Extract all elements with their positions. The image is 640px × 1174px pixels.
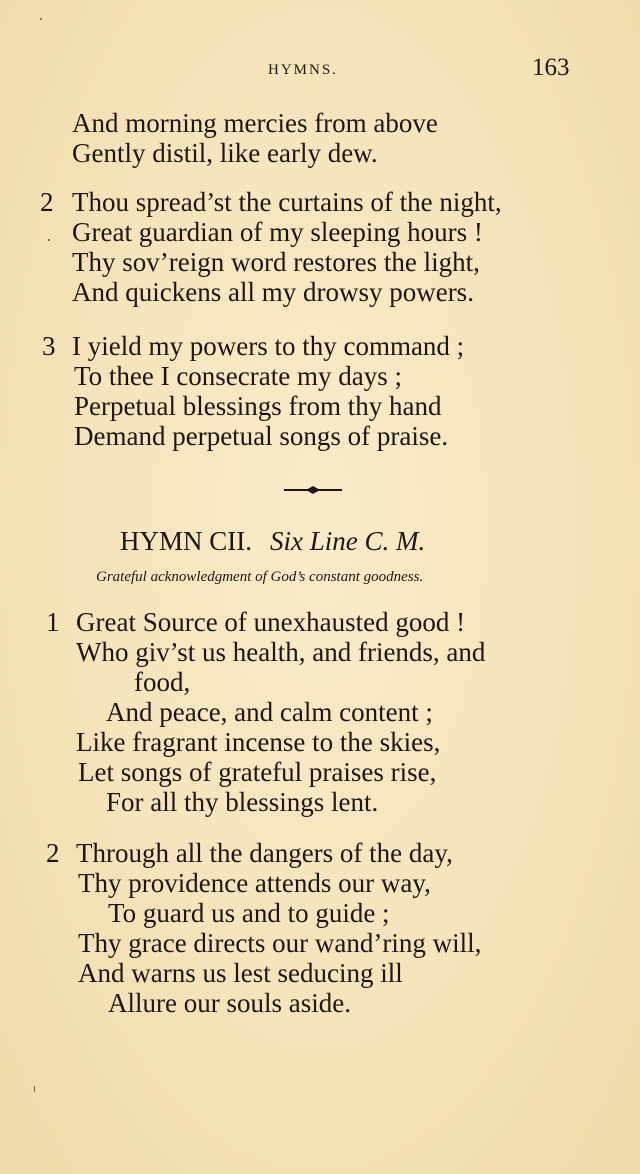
verse-line: And warns us lest seducing ill: [78, 958, 403, 988]
hymn-title: [120, 526, 425, 557]
verse-line: Like fragrant incense to the skies,: [76, 727, 441, 757]
stanza-number: 1: [46, 607, 60, 637]
verse-line: food,: [134, 667, 191, 697]
hymn-subtitle: Grateful acknowledgment of God’s constant goodness.: [96, 569, 424, 585]
verse-line: Through all the dangers of the day,: [76, 838, 453, 868]
hymn-meter: Six Line C. M.: [270, 526, 426, 556]
stanza-number: 3: [42, 331, 56, 361]
verse-line: I yield my powers to thy command ;: [72, 331, 465, 361]
ornament-divider-icon: [282, 480, 344, 500]
hymn-number: HYMN CII.: [120, 526, 252, 556]
verse-line: To thee I consecrate my days ;: [74, 361, 402, 391]
verse-line: Thy providence attends our way,: [78, 868, 431, 898]
verse-line: And quickens all my drowsy powers.: [72, 277, 474, 307]
verse-line: Great Source of unexhausted good !: [76, 607, 466, 637]
verse-line: Let songs of grateful praises rise,: [78, 757, 437, 787]
print-speck: [40, 18, 42, 20]
verse-line: Allure our souls aside.: [108, 988, 351, 1018]
verse-line: Great guardian of my sleeping hours !: [72, 217, 483, 247]
verse-line: Thy sov’reign word restores the light,: [72, 247, 480, 277]
verse-line: And morning mercies from above: [72, 108, 438, 138]
verse-line: For all thy blessings lent.: [106, 787, 379, 817]
verse-line: Demand perpetual songs of praise.: [74, 421, 449, 451]
stanza-number: 2: [40, 187, 54, 217]
page-number: 163: [532, 54, 570, 81]
verse-line: Thou spread’st the curtains of the night,: [72, 187, 502, 217]
verse-line: To guard us and to guide ;: [108, 898, 390, 928]
verse-line: Who giv’st us health, and friends, and: [76, 637, 486, 667]
stanza-number: 2: [46, 838, 60, 868]
verse-line: Perpetual blessings from thy hand: [74, 391, 442, 421]
verse-line: Gently distil, like early dew.: [72, 138, 378, 168]
print-speck: [48, 239, 50, 241]
verse-line: And peace, and calm content ;: [106, 697, 433, 727]
running-head: HYMNS.: [268, 62, 338, 78]
verse-line: Thy grace directs our wand’ring will,: [78, 928, 482, 958]
print-speck: [34, 1086, 35, 1092]
